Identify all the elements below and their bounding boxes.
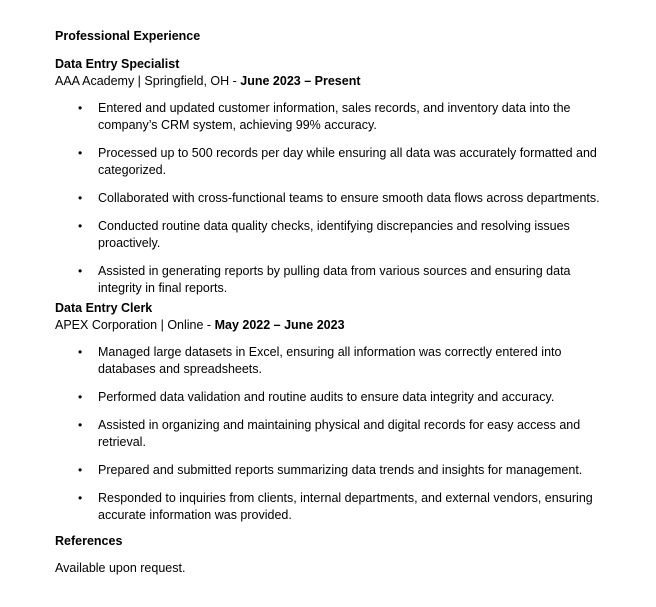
bullet-icon: • <box>78 491 83 505</box>
bullet-text: Performed data validation and routine audits to ensure data integrity and accuracy. <box>98 390 555 404</box>
bullet-icon: • <box>78 390 83 404</box>
bullet-text: Assisted in organizing and maintaining physical and digital records for easy access and retrieval. <box>98 418 581 449</box>
section-heading-experience: Professional Experience <box>55 29 201 43</box>
list-item <box>78 145 616 179</box>
job-org: AAA Academy | Springfield, OH - <box>55 74 241 88</box>
bullet-text: Assisted in generating reports by pulling data from various sources and ensuring data integrity in final reports. <box>98 264 571 295</box>
list-item <box>78 218 616 252</box>
bullet-text: Conducted routine data quality checks, identifying discrepancies and resolving issues proactively. <box>98 219 570 250</box>
bullet-icon: • <box>78 146 83 160</box>
bullet-icon: • <box>78 463 83 477</box>
job-meta <box>55 317 616 334</box>
bullet-icon: • <box>78 101 83 115</box>
list-item <box>78 263 616 297</box>
list-item <box>78 100 616 134</box>
bullet-icon: • <box>78 345 83 359</box>
job-dates: June 2023 – Present <box>240 74 361 88</box>
list-item <box>78 490 616 524</box>
list-item <box>78 190 616 207</box>
job-title: Data Entry Specialist <box>55 57 180 71</box>
bullet-icon: • <box>78 219 83 233</box>
bullet-icon: • <box>78 418 83 432</box>
list-item <box>78 344 616 378</box>
bullet-text: Processed up to 500 records per day while ensuring all data was accurately formatted and categorized. <box>98 146 597 177</box>
bullet-text: Prepared and submitted reports summarizing data trends and insights for management. <box>98 463 583 477</box>
job-entry-data-entry-specialist <box>55 56 616 297</box>
bullet-icon: • <box>78 191 83 205</box>
bullet-icon: • <box>78 264 83 278</box>
bullet-text: Collaborated with cross-functional teams to ensure smooth data flows across departments. <box>98 191 600 205</box>
bullet-text: Entered and updated customer information, sales records, and inventory data into the company’s CRM system, achieving 99% accuracy. <box>98 101 571 132</box>
references-text: Available upon request. <box>55 561 186 575</box>
job-meta <box>55 73 616 90</box>
job-title: Data Entry Clerk <box>55 301 153 315</box>
job-dates: May 2022 – June 2023 <box>214 318 345 332</box>
job-bullet-list <box>55 100 616 297</box>
bullet-text: Managed large datasets in Excel, ensuring all information was correctly entered into databases and spreadsheets. <box>98 345 562 376</box>
job-org: APEX Corporation | Online - <box>55 318 215 332</box>
section-heading-references: References <box>55 534 123 548</box>
list-item <box>78 417 616 451</box>
list-item <box>78 462 616 479</box>
list-item <box>78 389 616 406</box>
bullet-text: Responded to inquiries from clients, internal departments, and external vendors, ensuring accurate information was provided. <box>98 491 593 522</box>
job-bullet-list <box>55 344 616 524</box>
job-entry-data-entry-clerk <box>55 300 616 524</box>
